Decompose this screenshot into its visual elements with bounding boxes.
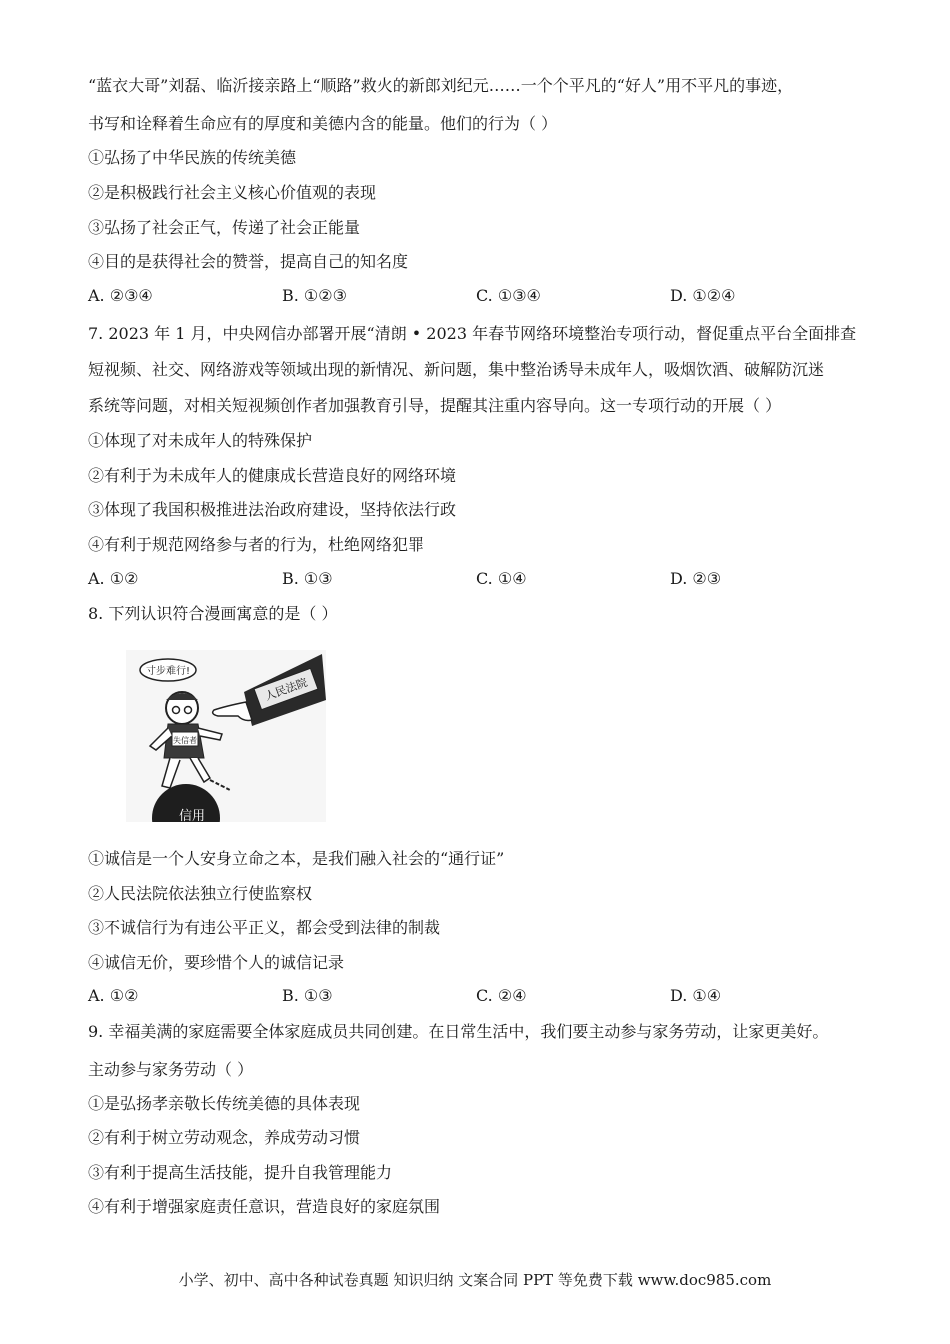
q7-option-a[interactable]: A. ①② (88, 569, 139, 588)
q8-option-c[interactable]: C. ②④ (476, 986, 527, 1005)
q9-item-2: ②有利于树立劳动观念，养成劳动习惯 (88, 1128, 361, 1147)
q7-stem-line-1: 7. 2023 年 1 月，中央网信办部署开展“清朗 • 2023 年春节网络环境整治专项行动，督促重点平台全面排查 (88, 324, 857, 343)
q8-item-4: ④诚信无价，要珍惜个人的诚信记录 (88, 953, 345, 972)
q9-item-4: ④有利于增强家庭责任意识，营造良好的家庭氛围 (88, 1197, 441, 1216)
q6-stem-line-1: “蓝衣大哥”刘磊、临沂接亲路上“顺路”救火的新郎刘纪元……一个个平凡的“好人”用不平凡的事迹， (88, 76, 794, 95)
q7-stem-line-2: 短视频、社交、网络游戏等领域出现的新情况、新问题，集中整治诱导未成年人，吸烟饮酒、破解防沉迷 (88, 360, 825, 379)
q7-option-c[interactable]: C. ①④ (476, 569, 527, 588)
q8-item-2: ②人民法院依法独立行使监察权 (88, 884, 313, 903)
q8-stem: 8. 下列认识符合漫画寓意的是（ ） (88, 604, 338, 623)
q8-item-3: ③不诚信行为有违公平正义，都会受到法律的制裁 (88, 918, 441, 937)
q6-options (88, 286, 868, 306)
page-footer: 小学、初中、高中各种试卷真题 知识归纳 文案合同 PPT 等免费下载 www.doc985.com (178, 1271, 772, 1289)
cartoon-body-label: 失信者 (173, 736, 197, 745)
q8-option-d[interactable]: D. ①④ (670, 986, 722, 1005)
cartoon-drawing (126, 650, 326, 822)
q9-stem-line-1: 9. 幸福美满的家庭需要全体家庭成员共同创建。在日常生活中，我们要主动参与家务劳动，让家更美好。 (88, 1022, 829, 1041)
q7-option-d[interactable]: D. ②③ (670, 569, 722, 588)
q6-item-3: ③弘扬了社会正气，传递了社会正能量 (88, 218, 361, 237)
q8-item-1: ①诚信是一个人安身立命之本，是我们融入社会的“通行证” (88, 849, 505, 868)
q6-item-1: ①弘扬了中华民族的传统美德 (88, 148, 297, 167)
cartoon-speech-text: 寸步难行! (145, 666, 191, 677)
q9-item-1: ①是弘扬孝亲敬长传统美德的具体表现 (88, 1094, 361, 1113)
q6-stem-line-2: 书写和诠释着生命应有的厚度和美德内含的能量。他们的行为（ ） (88, 114, 558, 133)
q7-item-4: ④有利于规范网络参与者的行为，杜绝网络犯罪 (88, 535, 425, 554)
q7-item-3: ③体现了我国积极推进法治政府建设，坚持依法行政 (88, 500, 457, 519)
q6-item-2: ②是积极践行社会主义核心价值观的表现 (88, 183, 377, 202)
q9-item-3: ③有利于提高生活技能，提升自我管理能力 (88, 1163, 393, 1182)
q6-option-a[interactable]: A. ②③④ (88, 286, 153, 305)
q8-option-a[interactable]: A. ①② (88, 986, 139, 1005)
q7-options (88, 569, 868, 589)
q6-option-c[interactable]: C. ①③④ (476, 286, 541, 305)
q7-item-2: ②有利于为未成年人的健康成长营造良好的网络环境 (88, 466, 457, 485)
cartoon-sleeve-label: 人民法院 (263, 675, 310, 704)
q7-option-b[interactable]: B. ①③ (282, 569, 333, 588)
q8-option-b[interactable]: B. ①③ (282, 986, 333, 1005)
q6-option-b[interactable]: B. ①②③ (282, 286, 347, 305)
q8-options (88, 986, 868, 1006)
q9-stem-line-2: 主动参与家务劳动（ ） (88, 1060, 254, 1079)
q7-item-1: ①体现了对未成年人的特殊保护 (88, 431, 313, 450)
q7-stem-line-3: 系统等问题，对相关短视频创作者加强教育引导，提醒其注重内容导向。这一专项行动的开展（ ） (88, 396, 782, 415)
q6-item-4: ④目的是获得社会的赞誉，提高自己的知名度 (88, 252, 409, 271)
q8-cartoon (126, 650, 326, 822)
q6-option-d[interactable]: D. ①②④ (670, 286, 736, 305)
cartoon-ball-label: 信用 (178, 809, 206, 822)
